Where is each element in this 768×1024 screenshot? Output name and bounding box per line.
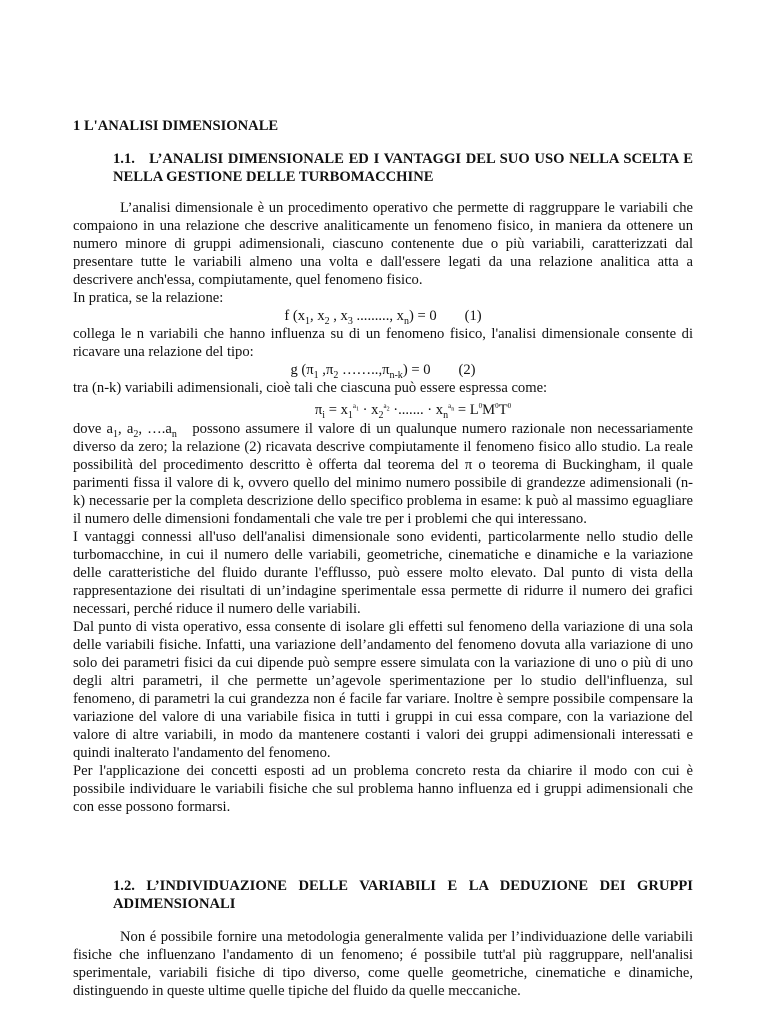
equation-pi-group: $\pi_i = x_1^{a_1} \cdot x_2^{a_2}$ ·....... · $x_n^{a_n} = L^0M^0T^0$: [314, 402, 512, 421]
paragraph-dove: dove $a_1$, $a_2$, $\dots.a_n$ possono assumere il valore di un qualunque numero razionale non necessariamente diverso da zero; la relazione (2) ricavata descrive compiutamente il fenomeno fisico allo studio. La reale possibilità del procedimento descritto è offerta dal teorema del π o teorema di Buckingham, il quale parimenti fissa il valore di k, ovvero quello del minimo numero possibile di grandezze adimensionali (n-k) necessarie per la completa descrizione dello specifico problema in esame: k può al massimo eguagliare il numero delle dimensioni fondamentali che vale tre per i problemi che qui interessano.: [73, 421, 693, 527]
chapter-title: 1 L'ANALISI DIMENSIONALE: [73, 118, 279, 134]
paragraph-intro: L’analisi dimensionale è un procedimento operativo che permette di raggruppare le variabili che compaiono in una relazione che descrive analiticamente un fenomeno fisico, in maniera da ottenere un numero minore di gruppi adimensionali, ciascuno contenente due o più variabili, caratterizzati dal presentare tutte le variabili almeno una volta e dall'essere legati da una relazione analitica atta a descrivere anch'essa, compiutamente, quel fenomeno fisico.: [73, 200, 693, 288]
paragraph-tra: tra (n-k) variabili adimensionali, cioè tali che ciascuna può essere espressa come:: [73, 380, 548, 396]
paragraph-collega: collega le n variabili che hanno influenza su di un fenomeno fisico, l'analisi dimensionale consente di ricavare una relazione del tipo:: [73, 326, 693, 360]
equation-1: f ($x_1$, $x_2$ , $x_3$ ........., $x_n) = 0$ (1): [284, 308, 482, 327]
paragraph-applicazione: Per l'applicazione dei concetti esposti ad un problema concreto resta da chiarire il modo con cui è possibile individuare le variabili fisiche che sul problema hanno influenza ed i gruppi adimensionali che con esse possono formarsi.: [73, 763, 693, 815]
paragraph-dove-text: possono assumere il valore di un qualunque numero razionale non necessariamente diverso da zero; la relazione (2) ricavata descrive compiutamente il fenomeno fisico allo studio. La reale possibilità del procedimento descritto è offerta dal teorema del π o teorema di Buckingham, il quale parimenti fissa il valore di k, ovvero quello del minimo numero possibile di grandezze adimensionali (n-k) necessarie per la completa descrizione dello specifico problema in esame: k può al massimo eguagliare il numero delle dimensioni fondamentali che vale tre per i problemi che qui interessano.: [73, 421, 693, 527]
equation-2: g ($\pi_1$ $,\pi_2$ $\dots\dots..,\pi_{n-k}) = 0$ (2): [290, 362, 476, 381]
section-1-1-body: [73, 199, 693, 816]
section-heading-1-1: 1.1. L’ANALISI DIMENSIONALE ED I VANTAGGI DEL SUO USO NELLA SCELTA E NELLA GESTIONE DELLE TURBOMACCHINE: [113, 151, 693, 185]
section-heading-1-2: 1.2. L’INDIVIDUAZIONE DELLE VARIABILI E LA DEDUZIONE DEI GRUPPI ADIMENSIONALI: [113, 878, 693, 912]
equation-1-number: (1): [464, 308, 482, 324]
equation-2-number: (2): [458, 362, 476, 378]
paragraph-vantaggi: I vantaggi connessi all'uso dell'analisi dimensionale sono evidenti, particolarmente nello studio delle turbomacchine, in cui il numero delle variabili, geometriche, cinematiche e dinamiche e la variazione delle caratteristiche del fluido durante l'efflusso, può essere molto elevato. Dal punto di vista della rappresentazione dei risultati di un’indagine sperimentale essa permette di ridurre il numero dei grafici necessari, perché riduce il numero delle variabili.: [73, 529, 693, 617]
section-1-2-body: [73, 928, 693, 1000]
paragraph-punto-di-vista: Dal punto di vista operativo, essa consente di isolare gli effetti sul fenomeno della variazione di una sola delle variabili fisiche. Infatti, una variazione dell’andamento del fenomeno dovuta alla variazione di uno solo dei parametri fisici da cui dipende può sempre essere simulata con la variazione di uno o più di uno degli altri parametri, il che permette un’agevole sperimentazione per lo studio dell'influenza, sul fenomeno, di parametri la cui grandezza non é facile far variare. Inoltre è sempre possibile compensare la variazione del valore di una variabile fisica in tutti i gruppi in cui essa compare, con la variazione del valore di altre variabili, in modo da mantenere costanti i valori dei gruppi adimensionali interessati e quindi inalterato l'andamento del fenomeno.: [73, 619, 693, 761]
paragraph-metodologia: Non é possibile fornire una metodologia generalmente valida per l’individuazione delle variabili fisiche che influenzano l'andamento di un fenomeno; é possibile tutt'al più raggruppare, nell'analisi sperimentale, variabili fisiche di tipo diverso, come quelle geometriche, cinematiche e dinamiche, distinguendo in queste ultime quelle tipiche del fluido da quelle meccaniche.: [73, 929, 693, 999]
paragraph-in-pratica: In pratica, se la relazione:: [73, 290, 224, 306]
